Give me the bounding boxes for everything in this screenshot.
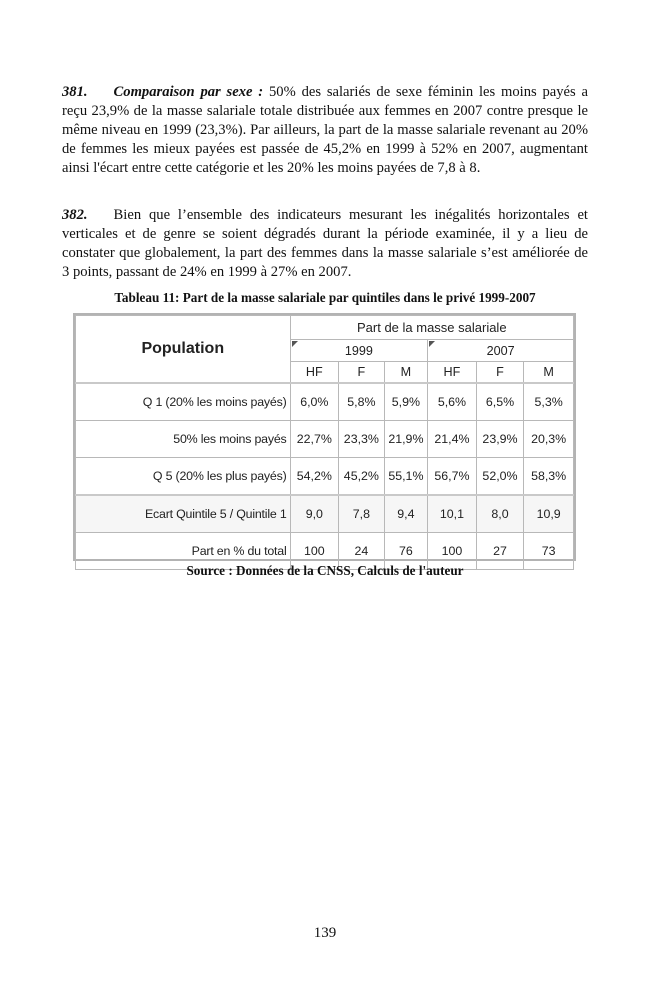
- paragraph-382: [62, 206, 588, 282]
- table-cell: 6,0%: [290, 383, 339, 421]
- table-cell: 6,5%: [476, 383, 524, 421]
- table-row: [76, 383, 574, 421]
- table-cell: 10,1: [428, 495, 477, 533]
- table-cell: 5,9%: [384, 383, 428, 421]
- table-source: Source : Données de la CNSS, Calculs de l'auteur: [186, 563, 464, 578]
- subcolumn-header: M: [384, 362, 428, 384]
- table-cell: 23,3%: [339, 421, 385, 458]
- table-cell: 10,9: [524, 495, 574, 533]
- corner-marker-icon: [429, 341, 435, 347]
- table-cell: 45,2%: [339, 458, 385, 496]
- subcolumn-header: HF: [428, 362, 477, 384]
- table-cell: 22,7%: [290, 421, 339, 458]
- row-label: Ecart Quintile 5 / Quintile 1: [76, 495, 291, 533]
- table-cell: 20,3%: [524, 421, 574, 458]
- table-cell: 21,9%: [384, 421, 428, 458]
- subcolumn-header: F: [339, 362, 385, 384]
- table-row: [76, 495, 574, 533]
- table-caption: Tableau 11: Part de la masse salariale par quintiles dans le privé 1999-2007: [114, 290, 536, 305]
- corner-marker-icon: [292, 341, 298, 347]
- table-cell: 23,9%: [476, 421, 524, 458]
- data-table-frame: [73, 313, 576, 561]
- table-cell: 56,7%: [428, 458, 477, 496]
- table-cell: 5,3%: [524, 383, 574, 421]
- table-cell: 8,0: [476, 495, 524, 533]
- table-cell: 58,3%: [524, 458, 574, 496]
- data-table: [75, 315, 574, 570]
- paragraph-381: [62, 83, 588, 178]
- table-cell: 21,4%: [428, 421, 477, 458]
- paragraph-text: 50% des salariés de sexe féminin les moins payés a reçu 23,9% de la masse salariale totale distribuée aux femmes en 2007 contre presque le même niveau en 1999 (23,3%). Par ailleurs, la part de la masse salariale revenant au 20% de femmes les mieux payées est passée de 45,2% en 1999 à 52% en 2007, augmentant ainsi l'écart entre cette catégorie et les 20% les moins payées de 7,8 à 8.: [62, 84, 589, 176]
- page-number: 139: [313, 925, 337, 941]
- table-cell: 100: [428, 533, 477, 570]
- table-cell: 52,0%: [476, 458, 524, 496]
- table-cell: 9,0: [290, 495, 339, 533]
- table-cell: 73: [524, 533, 574, 570]
- population-header: Population: [76, 316, 291, 384]
- paragraph-text: Bien que l’ensemble des indicateurs mesurant les inégalités horizontales et verticales et de genre se soient dégradés durant la période examinée, il y a lieu de constater que globalement, la part des femmes dans la masse salariale s’est améliorée de 3 points, passant de 24% en 1999 à 27% en 2007.: [62, 207, 588, 280]
- year-header: 2007: [428, 340, 574, 362]
- table-cell: 24: [339, 533, 385, 570]
- row-label: Part en % du total: [76, 533, 291, 570]
- subcolumn-header: F: [476, 362, 524, 384]
- table-cell: 7,8: [339, 495, 385, 533]
- paragraph-number: 381.: [62, 84, 88, 100]
- paragraph-title: Comparaison par sexe :: [113, 84, 264, 100]
- table-cell: 100: [290, 533, 339, 570]
- year-header: 1999: [290, 340, 428, 362]
- table-cell: 27: [476, 533, 524, 570]
- table-cell: 76: [384, 533, 428, 570]
- row-label: Q 5 (20% les plus payés): [76, 458, 291, 496]
- table-row: [76, 458, 574, 496]
- table-row: [76, 421, 574, 458]
- paragraph-number: 382.: [62, 207, 88, 223]
- table-cell: 9,4: [384, 495, 428, 533]
- subcolumn-header: M: [524, 362, 574, 384]
- group-header: Part de la masse salariale: [290, 316, 573, 340]
- table-cell: 54,2%: [290, 458, 339, 496]
- table-cell: 55,1%: [384, 458, 428, 496]
- subcolumn-header: HF: [290, 362, 339, 384]
- table-cell: 5,6%: [428, 383, 477, 421]
- row-label: 50% les moins payés: [76, 421, 291, 458]
- row-label: Q 1 (20% les moins payés): [76, 383, 291, 421]
- table-cell: 5,8%: [339, 383, 385, 421]
